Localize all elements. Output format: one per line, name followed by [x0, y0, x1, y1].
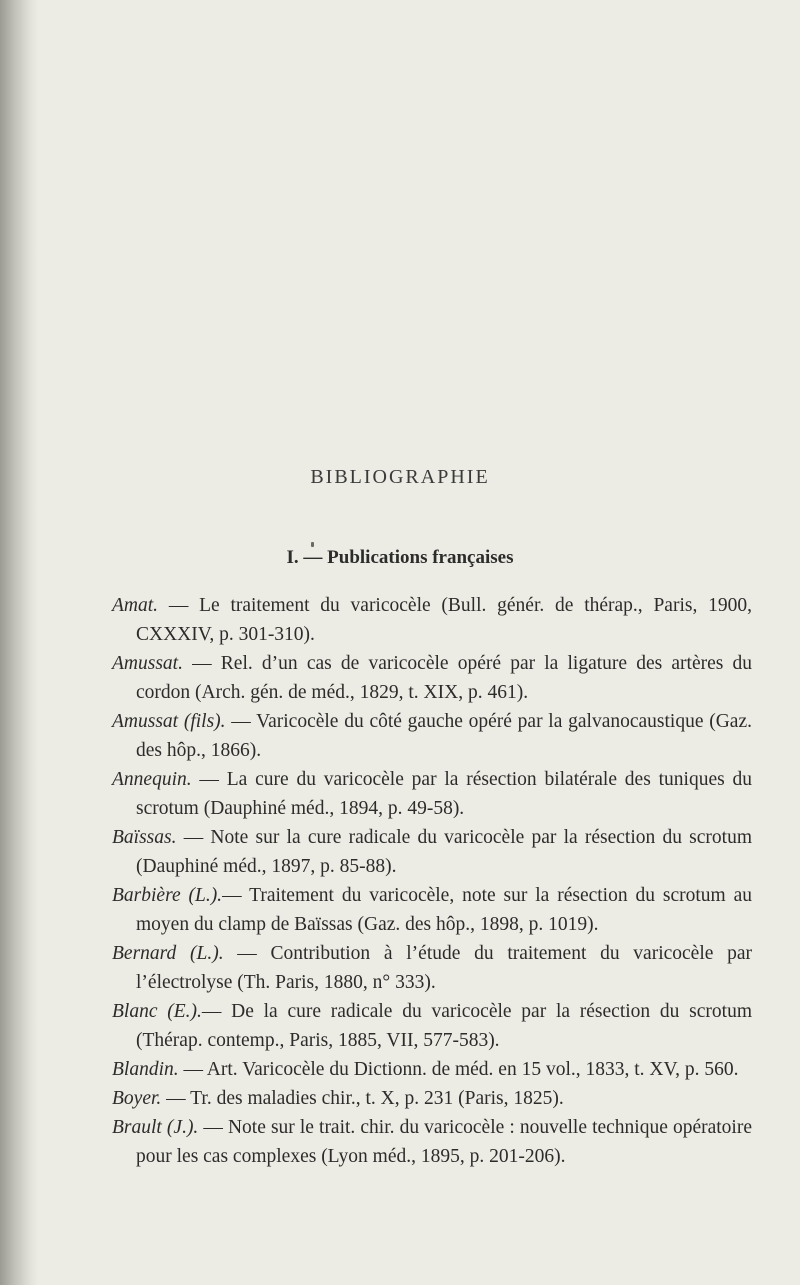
entry-text: — Rel. d’un cas de varicocèle opéré par la ligature des artères du cordon (Arch. gén. de méd., 1829, t. XIX, p. 461).	[136, 653, 752, 703]
entry-author: Barbière (L.).	[112, 885, 223, 906]
entry-author: Brault (J.).	[112, 1117, 199, 1138]
bibliography-entry	[112, 1084, 752, 1113]
bibliography-entry	[112, 881, 752, 939]
section-title: I. — Publications françaises	[286, 547, 514, 568]
entry-author: Blandin.	[112, 1059, 179, 1080]
bibliography-entry	[112, 649, 752, 707]
entry-text: — De la cure radicale du varicocèle par la résection du scrotum (Thérap. contemp., Paris, 1885, VII, 577-583).	[136, 1001, 752, 1051]
bibliography-entry	[112, 591, 752, 649]
entry-text: — La cure du varicocèle par la résection bilatérale des tuniques du scrotum (Dauphiné méd., 1894, p. 49-58).	[136, 769, 752, 819]
entry-text: — Varicocèle du côté gauche opéré par la galvanocaustique (Gaz. des hôp., 1866).	[136, 711, 752, 761]
entry-author: Amussat (fils).	[112, 711, 226, 732]
bibliography-entry	[112, 1113, 752, 1171]
entry-text: — Traitement du varicocèle, note sur la résection du scrotum au moyen du clamp de Baïssas (Gaz. des hôp., 1898, p. 1019).	[136, 885, 752, 935]
entry-author: Baïssas.	[112, 827, 177, 848]
bibliography-entry	[112, 707, 752, 765]
entry-author: Bernard (L.).	[112, 943, 224, 964]
bibliography-entry	[112, 765, 752, 823]
bibliography-list	[112, 591, 752, 1171]
entry-text: — Le traitement du varicocèle (Bull. génér. de thérap., Paris, 1900, CXXXIV, p. 301-310).	[136, 595, 752, 645]
page-title: BIBLIOGRAPHIE	[310, 466, 490, 488]
bibliography-entry	[112, 823, 752, 881]
entry-text: — Contribution à l’étude du traitement du varicocèle par l’électrolyse (Th. Paris, 1880, n° 333).	[136, 943, 753, 993]
entry-text: — Note sur la cure radicale du varicocèle par la résection du scrotum (Dauphiné méd., 1897, p. 85-88).	[136, 827, 752, 877]
bibliography-entry	[112, 997, 752, 1055]
entry-author: Amat.	[112, 595, 159, 616]
entry-author: Amussat.	[112, 653, 183, 674]
entry-author: Blanc (E.).	[112, 1001, 202, 1022]
entry-text: — Tr. des maladies chir., t. X, p. 231 (Paris, 1825).	[161, 1088, 564, 1109]
entry-author: Boyer.	[112, 1088, 162, 1109]
bibliography-entry	[112, 1055, 752, 1084]
entry-text: — Art. Varicocèle du Dictionn. de méd. en 15 vol., 1833, t. XV, p. 560.	[178, 1059, 739, 1080]
bibliography-entry	[112, 939, 752, 997]
entry-author: Annequin.	[112, 769, 192, 790]
entry-text: — Note sur le trait. chir. du varicocèle : nouvelle technique opératoire pour les cas complexes (Lyon méd., 1895, p. 201-206).	[136, 1117, 752, 1167]
